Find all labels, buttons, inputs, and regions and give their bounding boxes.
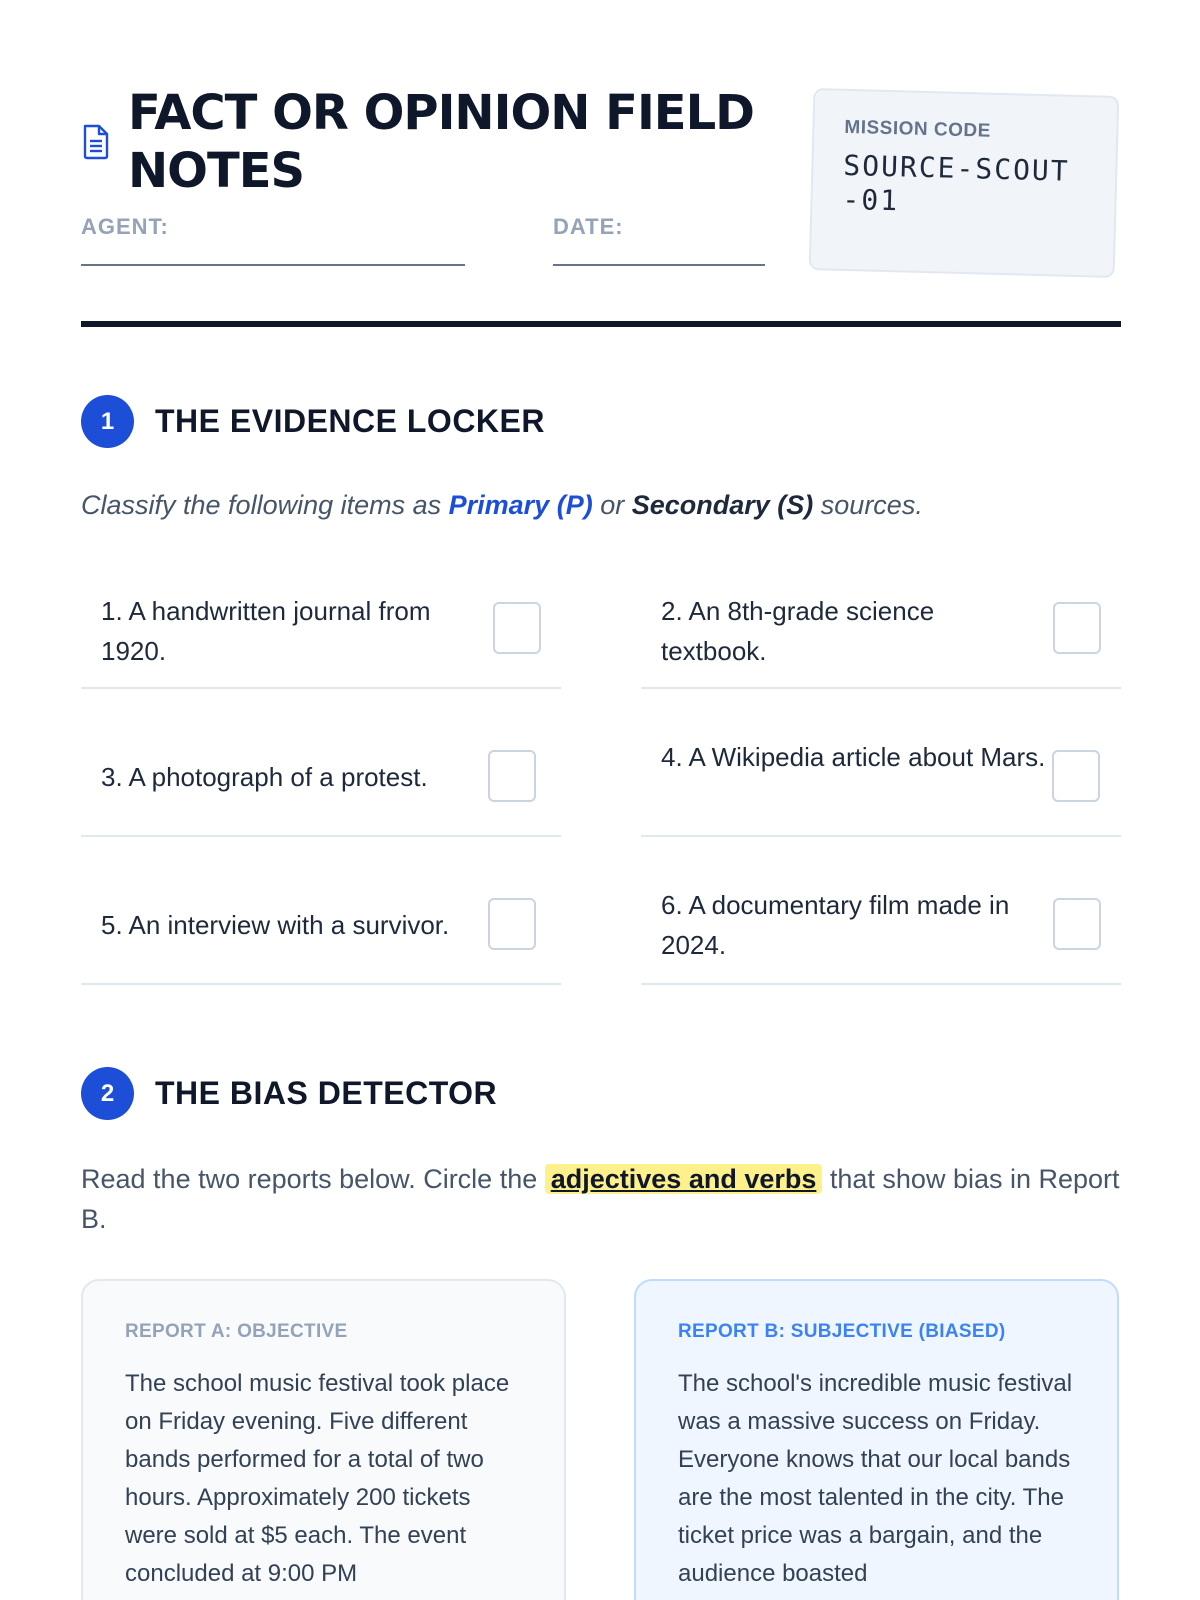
report-b-label: REPORT B: SUBJECTIVE (BIASED) <box>678 1321 1006 1342</box>
source-item <box>81 541 561 689</box>
worksheet-title: FACT OR OPINION FIELD NOTES <box>128 85 755 199</box>
report-b-text[interactable]: The school's incredible music festival was a massive success on Friday. Everyone knows that our local bands are the most talented in the city. The ticket price was a bargain, and the audience boasted <box>678 1370 1073 1587</box>
section-number-badge: 1 <box>81 395 134 448</box>
source-item-text: 3. A photograph of a protest. <box>101 762 428 792</box>
answer-box[interactable] <box>488 750 536 802</box>
source-item <box>641 541 1121 689</box>
section-title: THE EVIDENCE LOCKER <box>155 403 545 439</box>
worksheet-header <box>81 80 1121 330</box>
primary-label: Primary (P) <box>448 490 593 520</box>
answer-box[interactable] <box>1053 898 1101 950</box>
mission-code-label: MISSION CODE <box>844 116 992 142</box>
report-a-card <box>81 1279 566 1600</box>
document-icon <box>81 124 111 160</box>
worksheet-page <box>81 0 1121 1600</box>
agent-label: AGENT: <box>81 214 169 239</box>
mission-code-card <box>809 88 1120 278</box>
report-a-text[interactable]: The school music festival took place on Friday evening. Five different bands performed for a total of two hours. Approximately 200 tickets were sold at $5 each. The event concluded at 9:00 PM <box>125 1370 510 1587</box>
report-b-card <box>634 1279 1119 1600</box>
section-2-instruction: Read the two reports below. Circle the adjectives and verbs that show bias in Report B. <box>81 1164 1120 1234</box>
section-title: THE BIAS DETECTOR <box>155 1075 498 1111</box>
secondary-label: Secondary (S) <box>631 490 814 520</box>
source-item-text: 2. An 8th-grade science textbook. <box>661 596 935 666</box>
answer-box[interactable] <box>493 602 541 654</box>
answer-box[interactable] <box>1053 602 1101 654</box>
source-item-text: 1. A handwritten journal from 1920. <box>101 596 431 666</box>
section-1-instruction: Classify the following items as Primary (P) or Secondary (S) sources. <box>81 490 923 520</box>
date-label: DATE: <box>553 214 624 239</box>
source-item-text: 4. A Wikipedia article about Mars. <box>661 742 1046 772</box>
header-divider <box>81 321 1121 327</box>
answer-box[interactable] <box>1052 750 1100 802</box>
highlighted-phrase: adjectives and verbs <box>545 1164 823 1194</box>
section-1-header <box>81 395 981 449</box>
source-item <box>81 689 561 837</box>
source-item <box>81 837 561 985</box>
source-item-text: 6. A documentary film made in 2024. <box>661 890 1010 960</box>
source-item <box>641 689 1121 837</box>
report-a-label: REPORT A: OBJECTIVE <box>125 1321 348 1342</box>
date-line[interactable] <box>553 264 765 266</box>
section-2-header <box>81 1067 981 1121</box>
answer-box[interactable] <box>488 898 536 950</box>
agent-name-line[interactable] <box>81 264 465 266</box>
source-item <box>641 837 1121 985</box>
mission-code-value: SOURCE-SCOUT-01 <box>842 148 1071 218</box>
section-number-badge: 2 <box>81 1067 134 1120</box>
source-item-text: 5. An interview with a survivor. <box>101 910 450 940</box>
